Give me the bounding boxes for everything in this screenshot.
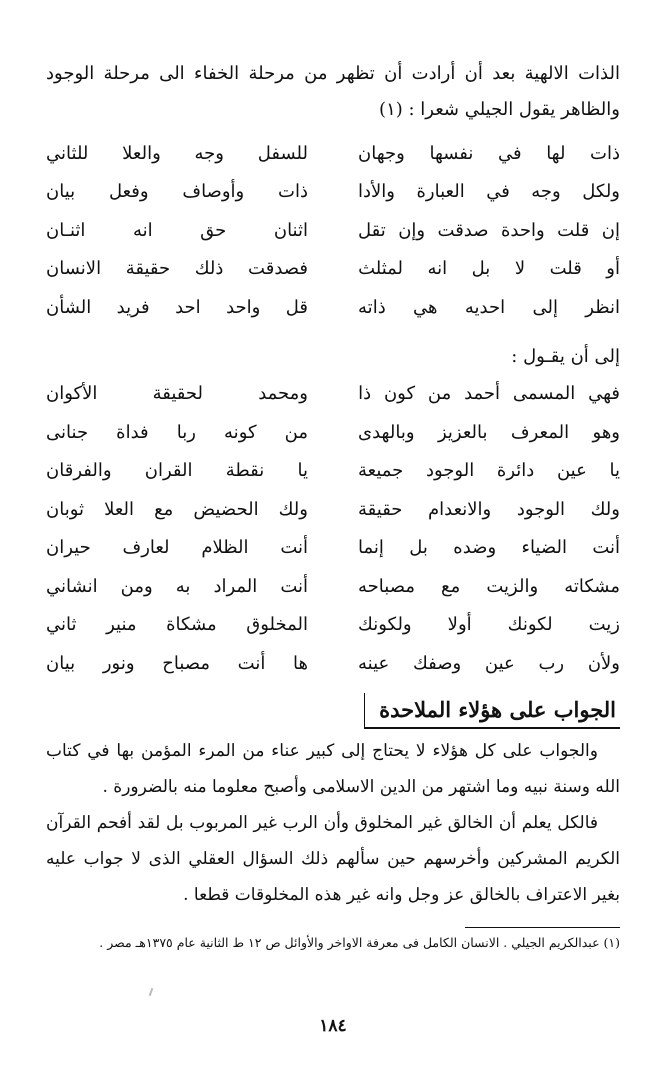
verse-word: منير (106, 614, 137, 636)
verse-word: ها (293, 652, 308, 674)
verse-second-hemistich (46, 576, 308, 597)
verse-word: أو (606, 258, 620, 280)
verse-word: بل (409, 537, 428, 559)
verse-word: لعارف (122, 537, 170, 559)
verse-word: يا (297, 460, 308, 482)
verse-row (46, 375, 620, 414)
verse-row (46, 644, 620, 683)
verse-first-hemistich (358, 576, 620, 597)
verse-first-hemistich (358, 181, 620, 202)
verse-second-hemistich (46, 143, 308, 164)
verse-word: فهي (588, 383, 620, 405)
verse-word: وإن (398, 219, 426, 241)
verse-word: لها (546, 142, 566, 164)
verse-word: الظلام (201, 537, 249, 559)
intro-paragraph: الذات الالهية بعد أن أرادت أن تظهر من مرحلة الخفاء الى مرحلة الوجود والظاهر يقول الجيلي شعرا : (١) (46, 63, 620, 120)
verse-word: الوجود (516, 498, 566, 520)
verse-word: انظر (585, 296, 620, 318)
verse-word: المراد (213, 575, 258, 597)
verse-word: ومن (120, 575, 153, 597)
verse-first-hemistich (358, 537, 620, 558)
verse-second-hemistich (46, 460, 308, 481)
verse-row (46, 452, 620, 491)
verse-word: المسمى (512, 383, 576, 405)
transition-line: إلى أن يقـول : (511, 345, 620, 367)
verse-first-hemistich (358, 653, 620, 674)
verse-word: والانعدام (428, 498, 492, 520)
verse-word: الشأن (46, 296, 92, 318)
verse-word: عينه (358, 652, 390, 674)
verse-word: ولأن (587, 652, 620, 674)
verse-word: فصدقت (248, 258, 308, 280)
verse-word: كون (383, 383, 416, 405)
verse-word: وهو (592, 421, 620, 443)
section-heading: الجواب على هؤلاء الملاحدة (364, 693, 620, 729)
verse-word: إلى (532, 296, 558, 318)
verse-row (46, 490, 620, 529)
verse-word: وصفك (412, 652, 462, 674)
page-number: ١٨٤ (319, 1016, 347, 1036)
verse-word: المعرف (510, 421, 570, 443)
verse-word: أنت (237, 652, 266, 674)
verse-word: نقطة (225, 460, 265, 482)
verse-word: لمثلث (358, 258, 404, 280)
verse-word: ثوبان (46, 498, 85, 520)
verse-word: به (175, 575, 191, 597)
verse-word: اثنـان (46, 219, 86, 241)
verse-word: يا (609, 460, 620, 482)
verse-word: وأوصاف (182, 181, 245, 203)
verse-word: الضياء (521, 537, 567, 559)
verse-second-hemistich (46, 181, 308, 202)
verse-word: انه (427, 258, 448, 280)
verse-word: وبالهدى (358, 421, 415, 443)
verse-word: تقل (358, 219, 386, 241)
verse-word: ذاته (358, 296, 386, 318)
verse-word: ذا (358, 383, 372, 405)
verse-word: عين (556, 460, 587, 482)
verse-word: جميعة (358, 460, 404, 482)
verse-word: لحقيقة (152, 383, 203, 405)
verse-word: الوجود (425, 460, 475, 482)
verse-word: بيان (46, 652, 76, 674)
verse-word: أولا (447, 614, 472, 636)
verse-word: مشكاته (564, 575, 620, 597)
verse-word: في (486, 181, 510, 203)
verse-word: ثاني (46, 614, 77, 636)
heading-wrap (46, 693, 620, 729)
verse-word: عين (484, 652, 515, 674)
verse-word: والأدا (358, 181, 395, 203)
verse-second-hemistich (46, 614, 308, 635)
verse-first-hemistich (358, 460, 620, 481)
verse-word: مصباح (162, 652, 211, 674)
verse-second-hemistich (46, 297, 308, 318)
verse-first-hemistich (358, 220, 620, 241)
poem-1 (46, 134, 620, 327)
verse-word: مشكاة (166, 614, 217, 636)
verse-word: احد (175, 296, 201, 318)
verse-second-hemistich (46, 499, 308, 520)
verse-second-hemistich (46, 383, 308, 404)
verse-word: للثاني (46, 142, 89, 164)
verse-word: زيت (588, 614, 620, 636)
footnote: (١) عبدالكريم الجيلي . الانسان الكامل فى معرفة الاواخر والأوائل ص ١٢ ط الثانية عام ١٣٧٥هـ مصر . (99, 934, 620, 950)
verse-word: الأكوان (46, 383, 98, 405)
verse-word: بيان (46, 181, 76, 203)
verse-word: احديه (464, 296, 506, 318)
verse-word: أنت (592, 537, 620, 559)
verse-second-hemistich (46, 220, 308, 241)
verse-word: إن (601, 219, 620, 241)
verse-word: ولك (590, 498, 620, 520)
verse-word: حقيقة (125, 258, 171, 280)
verse-word: للسفل (257, 142, 308, 164)
verse-word: وفعل (108, 181, 149, 203)
verse-row (46, 288, 620, 327)
verse-word: ومحمد (258, 383, 308, 405)
verse-row (46, 134, 620, 173)
verse-word: حقيقة (358, 498, 403, 520)
verse-first-hemistich (358, 614, 620, 635)
verse-word: الانسان (46, 258, 102, 280)
verse-word: حيران (46, 537, 91, 559)
verse-word: نفسها (429, 142, 474, 164)
poem-2 (46, 375, 620, 683)
verse-word: الحضيض (193, 498, 259, 520)
verse-word: واحد (226, 296, 261, 318)
verse-word: أحمد (464, 383, 501, 405)
verse-word: جنانى (46, 421, 89, 443)
verse-row (46, 606, 620, 645)
verse-word: بل (471, 258, 491, 280)
verse-word: فريد (116, 296, 150, 318)
verse-word: ذات (278, 181, 308, 203)
page-content (46, 56, 620, 954)
verse-word: والفرقان (46, 460, 112, 482)
verse-word: لكونك (507, 614, 553, 636)
verse-word: صدقت (437, 219, 489, 241)
body-paragraph-2: فالكل يعلم أن الخالق غير المخلوق وأن الرب غير المربوب بل لقد أفحم القرآن الكريم المشركين وأخرسهم حين سألهم ذلك السؤال العقلي الذى لا جواب عليه بغير الاعتراف بالخالق عز وجل وانه غير هذه المخلوقات قطعا . (46, 812, 620, 905)
verse-first-hemistich (358, 143, 620, 164)
verse-word: كونه (224, 421, 257, 443)
verse-word: واحدة (500, 219, 545, 241)
body-paragraph-1: والجواب على كل هؤلاء لا يحتاج إلى كبير عناء من المرء المؤمن بها في كتاب الله وسنة نبيه وما اشتهر من الدين الاسلامى وأصبح معلوما منه بالضرورة . (46, 740, 620, 797)
verse-first-hemistich (358, 422, 620, 443)
verse-word: العبارة (416, 181, 465, 203)
verse-word: بالعزيز (437, 421, 488, 443)
verse-word: ذات (590, 142, 620, 164)
verse-word: حق (200, 219, 227, 241)
verse-word: فداة (116, 421, 149, 443)
verse-word: ذلك (194, 258, 224, 280)
verse-row (46, 413, 620, 452)
verse-word: ولكل (582, 181, 620, 203)
verse-word: أنت (280, 537, 308, 559)
verse-word: أنت (280, 575, 308, 597)
verse-word: العلا (104, 498, 135, 520)
verse-word: اثنان (273, 219, 308, 241)
verse-first-hemistich (358, 258, 620, 279)
verse-word: ونور (102, 652, 135, 674)
verse-word: ربا (176, 421, 196, 443)
verse-first-hemistich (358, 383, 620, 404)
verse-second-hemistich (46, 537, 308, 558)
verse-word: لا (514, 258, 526, 280)
verse-word: وجه (194, 142, 224, 164)
verse-word: في (498, 142, 522, 164)
verse-word: ولكونك (358, 614, 412, 636)
footnote-rule (465, 927, 620, 928)
verse-row (46, 250, 620, 289)
verse-word: انه (132, 219, 153, 241)
verse-word: قلت (549, 258, 582, 280)
verse-second-hemistich (46, 258, 308, 279)
verse-word: ولك (278, 498, 308, 520)
verse-word: القران (144, 460, 193, 482)
verse-word: قلت (557, 219, 590, 241)
verse-word: مع (441, 575, 461, 597)
verse-word: دائرة (496, 460, 535, 482)
verse-word: وجه (531, 181, 561, 203)
verse-word: وجهان (358, 142, 405, 164)
verse-row (46, 211, 620, 250)
verse-word: رب (538, 652, 565, 674)
verse-word: مع (154, 498, 174, 520)
verse-second-hemistich (46, 422, 308, 443)
verse-row (46, 567, 620, 606)
verse-word: من (284, 421, 308, 443)
verse-row (46, 529, 620, 568)
verse-word: والزيت (486, 575, 539, 597)
verse-row (46, 173, 620, 212)
verse-word: من (427, 383, 452, 405)
verse-word: إنما (358, 537, 384, 559)
verse-first-hemistich (358, 297, 620, 318)
verse-word: وضده (453, 537, 497, 559)
verse-word: قل (285, 296, 308, 318)
scan-speck (149, 988, 154, 996)
verse-first-hemistich (358, 499, 620, 520)
verse-word: مصباحه (358, 575, 415, 597)
verse-word: هي (413, 296, 438, 318)
verse-second-hemistich (46, 653, 308, 674)
verse-word: انشاني (46, 575, 98, 597)
verse-word: المخلوق (246, 614, 308, 636)
verse-word: والعلا (122, 142, 161, 164)
